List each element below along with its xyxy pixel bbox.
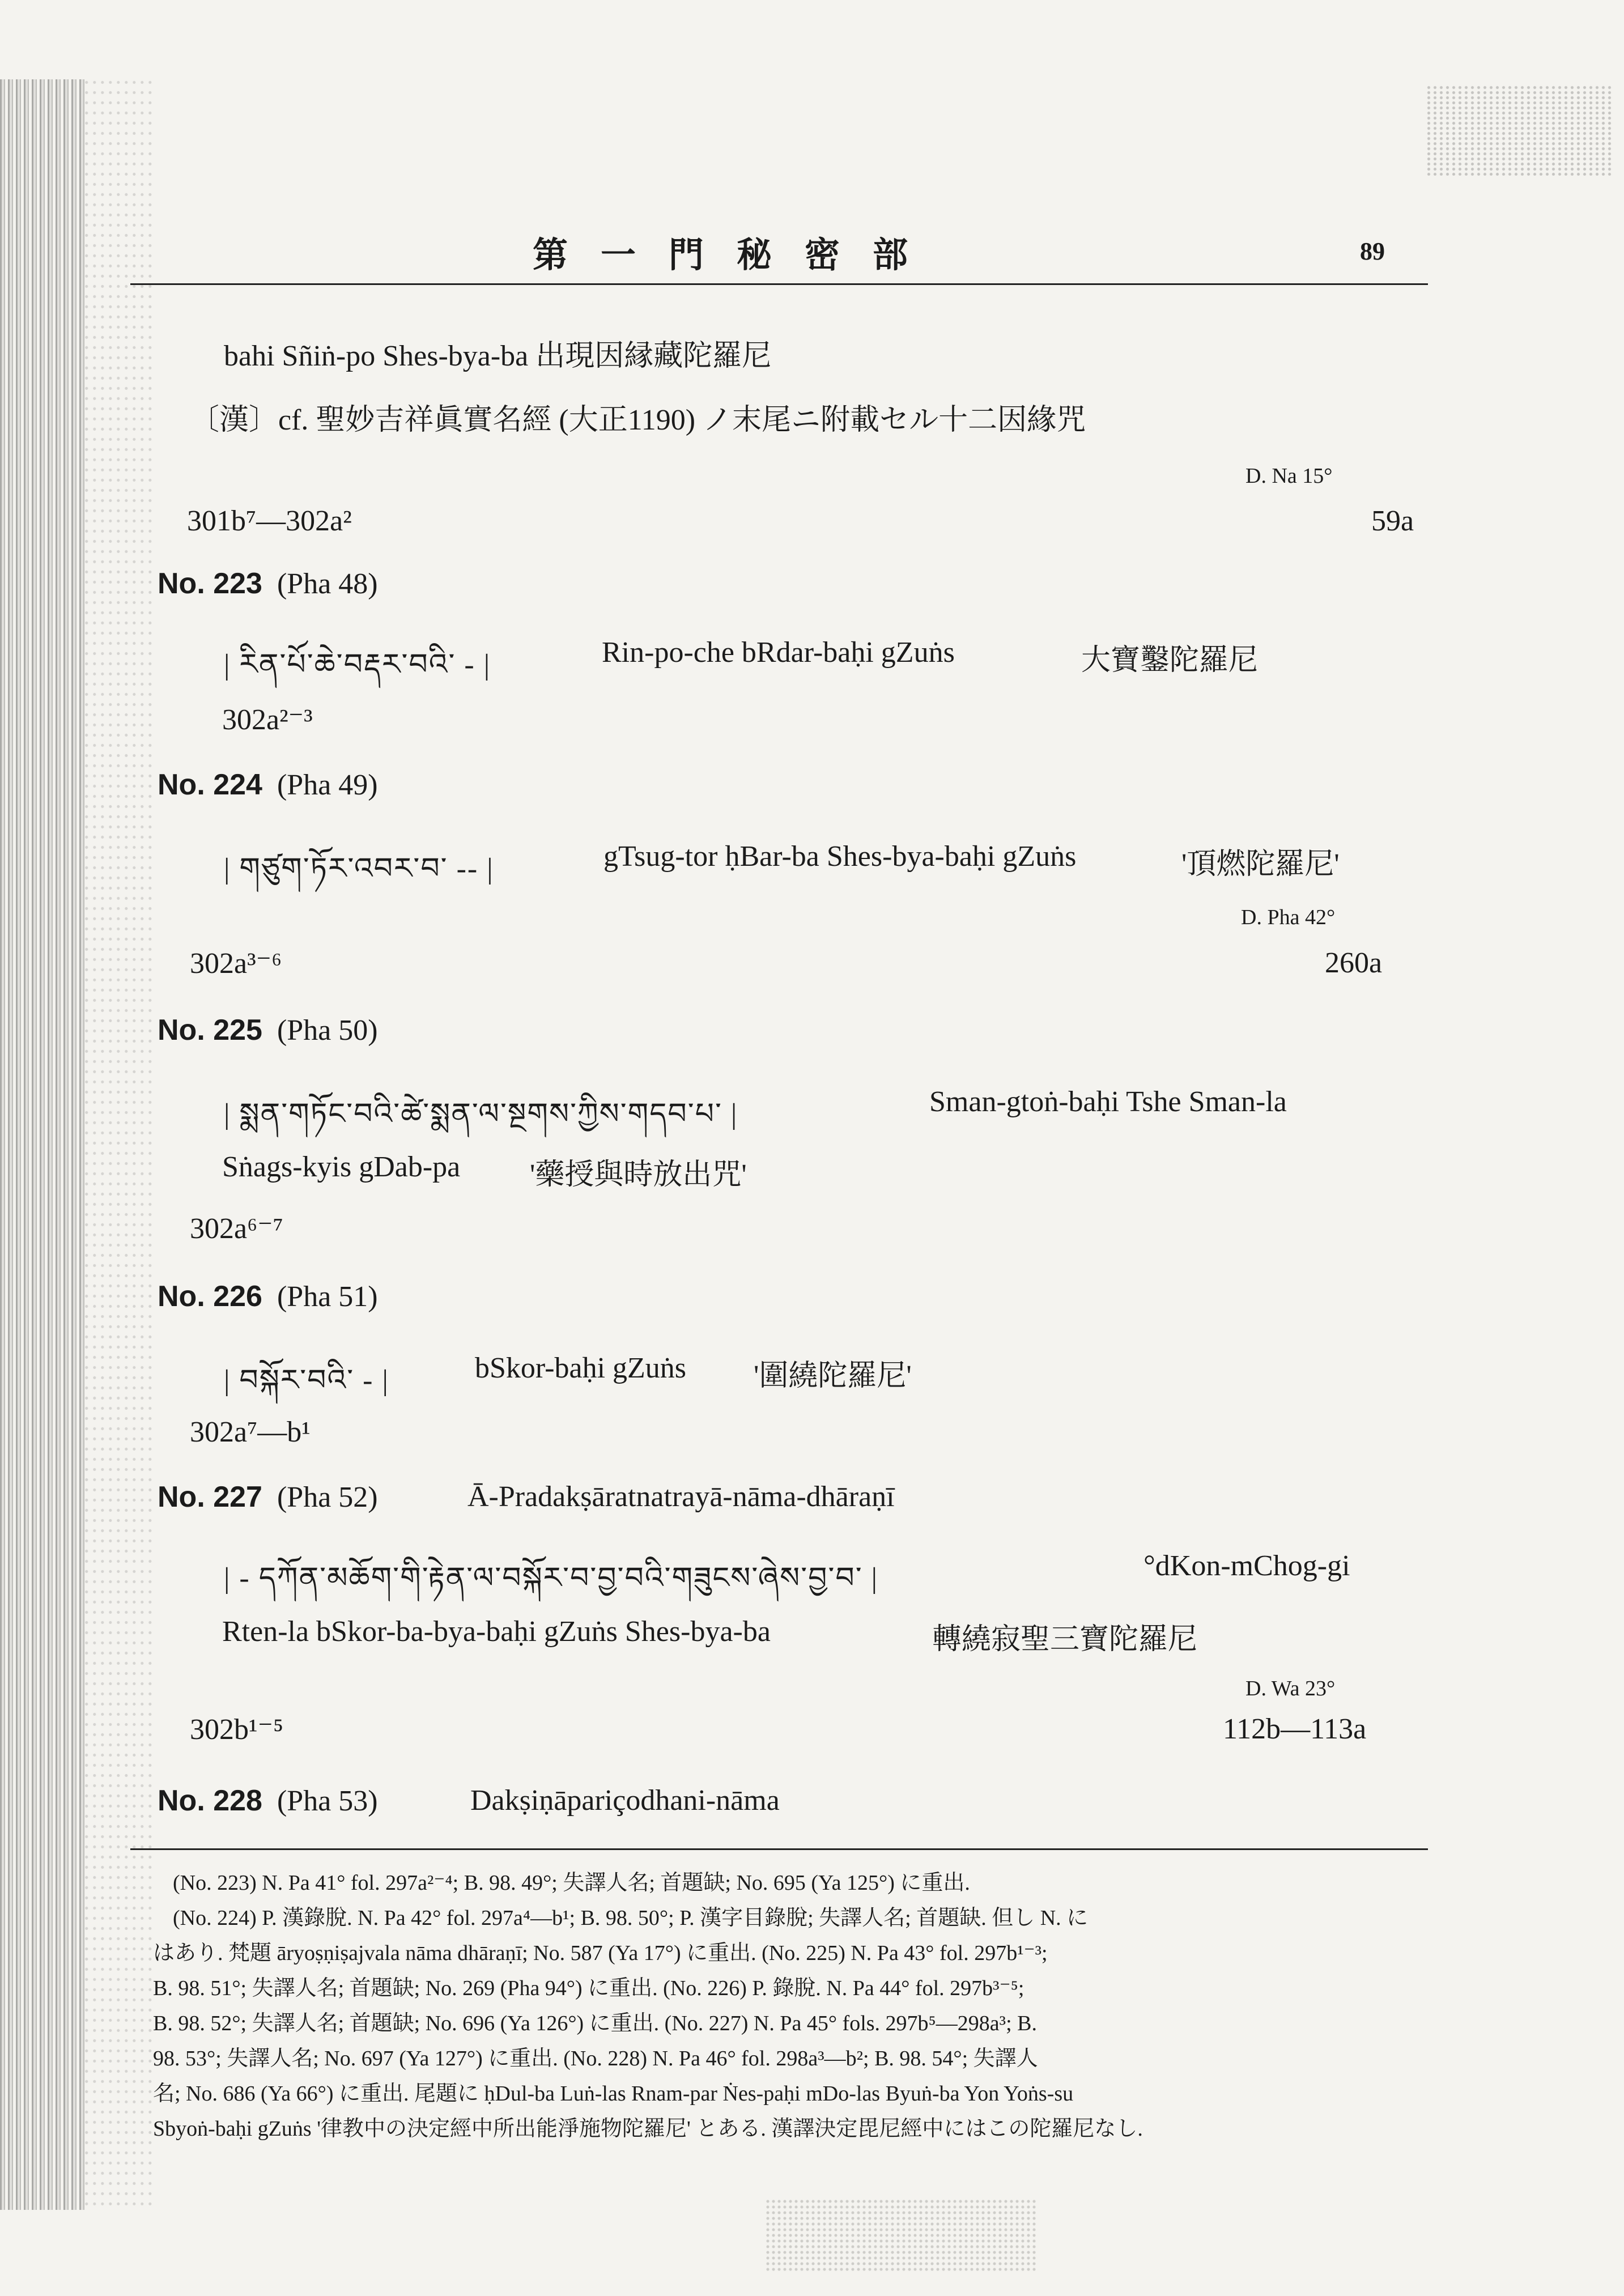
sanskrit-title: Ā-Pradakṣāratnatrayā-nāma-dhāraṇī — [467, 1481, 895, 1513]
entry-pha: (Pha 50) — [277, 1014, 378, 1047]
derge-ref: D. Pha 42° — [1241, 905, 1336, 929]
tibetan-title: | - དཀོན་མཆོག་གི་རྟེན་ལ་བསྐོར་བ་བྱ་བའི་གཟུངས་ཞེས་བྱ་བ་ | — [224, 1562, 879, 1595]
chinese-title: 轉繞寂聖三寶陀羅尼 — [932, 1623, 1198, 1656]
running-title: 第一門秘密部 — [533, 236, 941, 275]
scan-edge-noise — [85, 79, 153, 2210]
folio-range: 302b¹⁻⁵ — [190, 1714, 284, 1746]
tibetan-title: | བསྐོར་བའི་ - | — [224, 1364, 389, 1397]
folio-right: 59a — [1371, 505, 1414, 537]
continued-title-line: bahi Sñiṅ-po Shes-bya-ba 出現因縁藏陀羅尼 — [224, 340, 772, 372]
folio-right: 260a — [1325, 947, 1383, 979]
transliterated-title-cont: Rten-la bSkor-ba-bya-baḥi gZuṅs Shes-bya-ba — [222, 1615, 771, 1648]
entry-pha: (Pha 49) — [277, 769, 378, 801]
footnote-line: はあり. 梵題 āryoṣṇiṣajvala nāma dhāraṇī; No. 587 (Ya 17°) に重出. (No. 225) N. Pa 43° fol. 297b¹⁻³; — [153, 1941, 1048, 1965]
transliterated-title: bSkor-baḥi gZuṅs — [475, 1352, 687, 1384]
folio-range: 302a³⁻⁶ — [190, 947, 282, 980]
transliterated-title: gTsug-tor ḥBar-ba Shes-bya-baḥi gZuṅs — [603, 840, 1077, 873]
entry-pha: (Pha 53) — [277, 1785, 378, 1817]
folio-range: 302a²⁻³ — [222, 704, 313, 736]
tibetan-title: | གཙུག་ཏོར་འབར་བ་ -- | — [224, 853, 494, 885]
derge-ref: D. Na 15° — [1245, 464, 1333, 488]
entry-header — [158, 1784, 378, 1818]
chinese-title: '藥授與時放出咒' — [530, 1159, 747, 1191]
folio-right: 112b—113a — [1223, 1713, 1367, 1745]
scan-speckle-top — [1426, 85, 1613, 176]
footnote-line: B. 98. 52°; 失譯人名; 首題缺; No. 696 (Ya 126°) に重出. (No. 227) N. Pa 45° fols. 297b⁵—298a³; B. — [153, 2012, 1037, 2035]
page-number: 89 — [1360, 237, 1385, 265]
tibetan-title: | རིན་པོ་ཆེ་བརྡར་བའི་ - | — [224, 649, 491, 681]
footnote-line: 98. 53°; 失譯人名; No. 697 (Ya 127°) に重出. (No. 228) N. Pa 46° fol. 298a³—b²; B. 98. 54°; 失譯人 — [153, 2047, 1038, 2070]
scan-speckle-bottom — [765, 2199, 1037, 2272]
folio-range: 301b⁷—302a² — [187, 505, 352, 537]
footnote-rule — [130, 1848, 1428, 1850]
transliterated-title: Sman-gtoṅ-baḥi Tshe Sman-la — [929, 1086, 1287, 1118]
chinese-title: 大寶鑿陀羅尼 — [1081, 644, 1259, 677]
header-rule — [130, 283, 1428, 285]
entry-number: No. 226 — [158, 1280, 262, 1313]
entry-number: No. 225 — [158, 1014, 262, 1047]
entry-header — [158, 768, 378, 802]
derge-ref: D. Wa 23° — [1245, 1677, 1336, 1700]
entry-pha: (Pha 48) — [277, 568, 378, 600]
entry-header — [158, 1013, 378, 1047]
footnote-line: (No. 223) N. Pa 41° fol. 297a²⁻⁴; B. 98. 49°; 失譯人名; 首題缺; No. 695 (Ya 125°) に重出. — [173, 1871, 970, 1895]
folio-range: 302a⁷—b¹ — [190, 1416, 311, 1448]
entry-pha: (Pha 52) — [277, 1481, 378, 1513]
sanskrit-title: Dakṣiṇāpariçodhani-nāma — [470, 1784, 780, 1817]
entry-number: No. 228 — [158, 1784, 262, 1817]
tibetan-title: | སྨན་གཏོང་བའི་ཚེ་སྨན་ལ་སྔགས་ཀྱིས་གདབ་པ་ | — [224, 1098, 738, 1130]
footnote-line: (No. 224) P. 漢錄脫. N. Pa 42° fol. 297a⁴—b¹; B. 98. 50°; P. 漢字目錄脫; 失譯人名; 首題缺. 但し N. に — [173, 1906, 1089, 1930]
entry-number: No. 223 — [158, 567, 262, 600]
transliterated-title-cont: Sṅags-kyis gDab-pa — [222, 1151, 461, 1183]
transliterated-title: °dKon-mChog-gi — [1143, 1550, 1350, 1582]
transliterated-title: Rin-po-che bRdar-baḥi gZuṅs — [602, 636, 955, 669]
entry-number: No. 224 — [158, 768, 262, 801]
chinese-title: '頂燃陀羅尼' — [1181, 848, 1340, 881]
scan-edge-shadow — [0, 79, 85, 2210]
entry-header — [158, 1480, 378, 1514]
chinese-title: '圍繞陀羅尼' — [754, 1360, 912, 1392]
entry-number: No. 227 — [158, 1481, 262, 1513]
chinese-note-line: 〔漢〕cf. 聖妙吉祥眞實名經 (大正1190) ノ末尾ニ附載セル十二因緣咒 — [190, 404, 1086, 436]
entry-pha: (Pha 51) — [277, 1281, 378, 1313]
entry-header — [158, 567, 378, 601]
footnote-line: B. 98. 51°; 失譯人名; 首題缺; No. 269 (Pha 94°) に重出. (No. 226) P. 錄脫. N. Pa 44° fol. 297b³⁻⁵; — [153, 1976, 1024, 2000]
footnote-line: 名; No. 686 (Ya 66°) に重出. 尾題に ḥDul-ba Luṅ-las Rnam-par Ṅes-paḥi mDo-las Byuṅ-ba Yon Yoṅs-su — [153, 2082, 1074, 2106]
entry-header — [158, 1279, 378, 1313]
folio-range: 302a⁶⁻⁷ — [190, 1213, 283, 1245]
footnote-line: Sbyoṅ-baḥi gZuṅs '律教中の決定經中所出能淨施物陀羅尼' とある. 漢譯決定毘尼經中にはこの陀羅尼なし. — [153, 2117, 1143, 2141]
